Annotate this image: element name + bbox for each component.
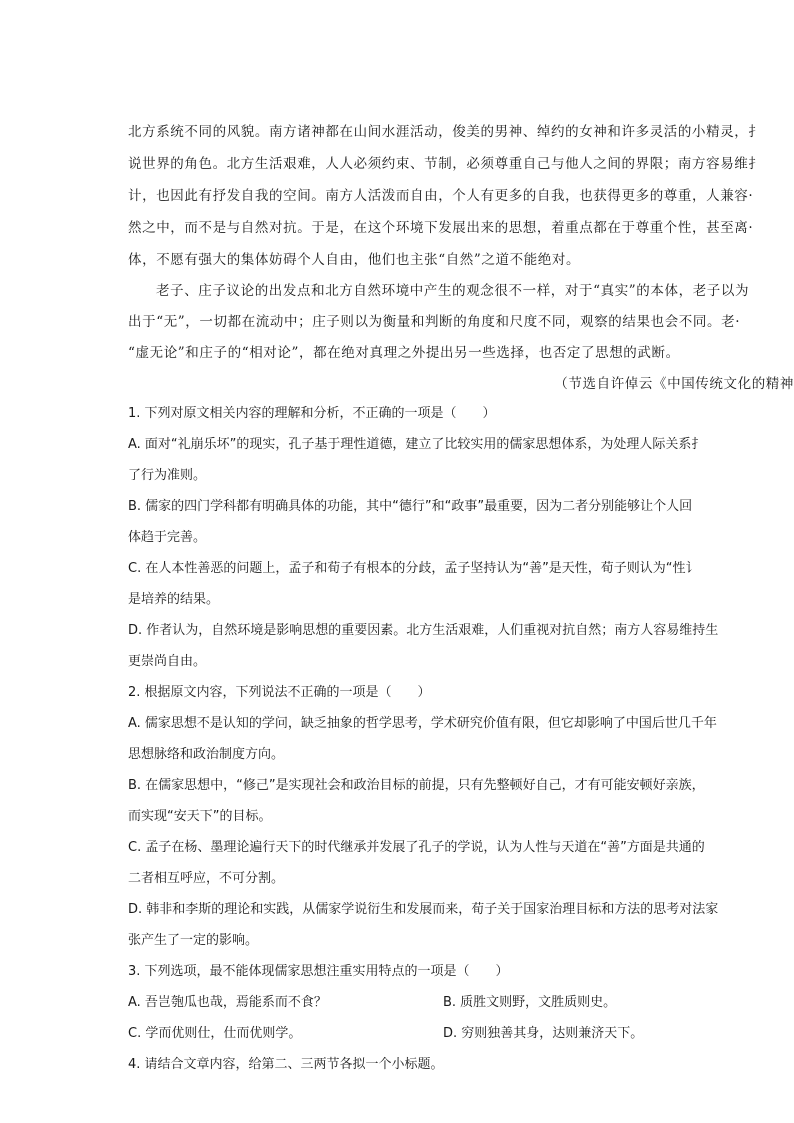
passage-line: 体，不愿有强大的集体妨碍个人自由，他们也主张“自然”之道不能绝对。 — [128, 252, 581, 268]
q3-option-a: A. 吾岂匏瓜也哉，焉能系而不食？ — [128, 995, 327, 1010]
q1-option-b-cont: 体趋于完善。 — [128, 530, 207, 545]
passage-line: 然之中，而不是与自然对抗。于是，在这个环境下发展出来的思想，着重点都在于尊重个性，甚至离· — [128, 220, 754, 236]
passage-source: （节选自许倬云《中国传统文化的精神 — [554, 376, 794, 392]
q2-option-a: A. 儒家思想不是认知的学问，缺乏抽象的哲学思考，学术研究价值有限，但它却影响了中国后世几千年 — [128, 716, 717, 731]
passage-line: 说世界的角色。北方生活艰难，人人必须约束、节制，必须尊重自己与他人之间的界限；南方容易维扌 — [128, 156, 763, 172]
q2-option-b-cont: 而实现“安天下”的目标。 — [128, 809, 272, 824]
q1-option-b: B. 儒家的四门学科都有明确具体的功能，其中“德行”和“政事”最重要，因为二者分别能够让个人回 — [128, 499, 693, 514]
q1-option-c-cont: 是培养的结果。 — [128, 592, 220, 607]
q2-option-c: C. 孟子在杨、墨理论遍行天下的时代继承并发展了孔子的学说，认为人性与天道在“善”方面是共通的 — [128, 840, 705, 855]
q2-option-d: D. 韩非和李斯的理论和实践，从儒家学说衍生和发展而来，荀子关于国家治理目标和方法的思考对法家 — [128, 902, 719, 917]
q1-option-d: D. 作者认为，自然环境是影响思想的重要因素。北方生活艰难，人们重视对抗自然；南方人容易维持生 — [128, 623, 719, 638]
q2-option-b: B. 在儒家思想中，“修己”是实现社会和政治目标的前提，只有先整顿好自己，才有可能安顿好亲族， — [128, 778, 705, 793]
q2-option-a-cont: 思想脉络和政治制度方向。 — [128, 747, 285, 762]
passage-line: 北方系统不同的风貌。南方诸神都在山间水涯活动，俊美的男神、绰约的女神和许多灵活的小精灵，扌 — [128, 124, 763, 140]
q3-option-b: B. 质胜文则野，文胜质则史。 — [443, 995, 617, 1010]
q3-option-d: D. 穷则独善其身，达则兼济天下。 — [443, 1026, 644, 1041]
q1-option-c: C. 在人本性善恶的问题上，孟子和荀子有根本的分歧，孟子坚持认为“善”是天性，荀子则认为“性讠 — [128, 561, 699, 576]
q2-option-d-cont: 张产生了一定的影响。 — [128, 933, 259, 948]
q1-option-d-cont: 更崇尚自由。 — [128, 654, 207, 669]
question-4-stem: 4. 请结合文章内容，给第二、三两节各拟一个小标题。 — [128, 1057, 444, 1072]
question-2-stem: 2. 根据原文内容，下列说法不正确的一项是（ ） — [128, 685, 431, 700]
q3-option-c: C. 学而优则仕，仕而优则学。 — [128, 1026, 302, 1041]
q2-option-c-cont: 二者相互呼应，不可分割。 — [128, 871, 285, 886]
passage-line: 计，也因此有抒发自我的空间。南方人活泼而自由，个人有更多的自我，也获得更多的尊重，人兼容· — [128, 188, 754, 204]
q1-option-a: A. 面对“礼崩乐坏”的现实，孔子基于理性道德，建立了比较实用的儒家思想体系，为处理人际关系扌 — [128, 437, 705, 452]
passage-line: 出于“无”，一切都在流动中；庄子则以为衡量和判断的角度和尺度不同，观察的结果也会不同。老· — [128, 314, 741, 330]
q1-option-a-cont: 了行为准则。 — [128, 468, 207, 483]
passage-line: 老子、庄子议论的出发点和北方自然环境中产生的观念很不一样，对于“真实”的本体，老子以为 — [156, 283, 750, 299]
passage-line: “虚无论”和庄子的“相对论”，都在绝对真理之外提出另一些选择，也否定了思想的武断。 — [128, 345, 680, 361]
question-3-stem: 3. 下列选项，最不能体现儒家思想注重实用特点的一项是（ ） — [128, 964, 509, 979]
question-1-stem: 1. 下列对原文相关内容的理解和分析，不正确的一项是（ ） — [128, 406, 496, 421]
